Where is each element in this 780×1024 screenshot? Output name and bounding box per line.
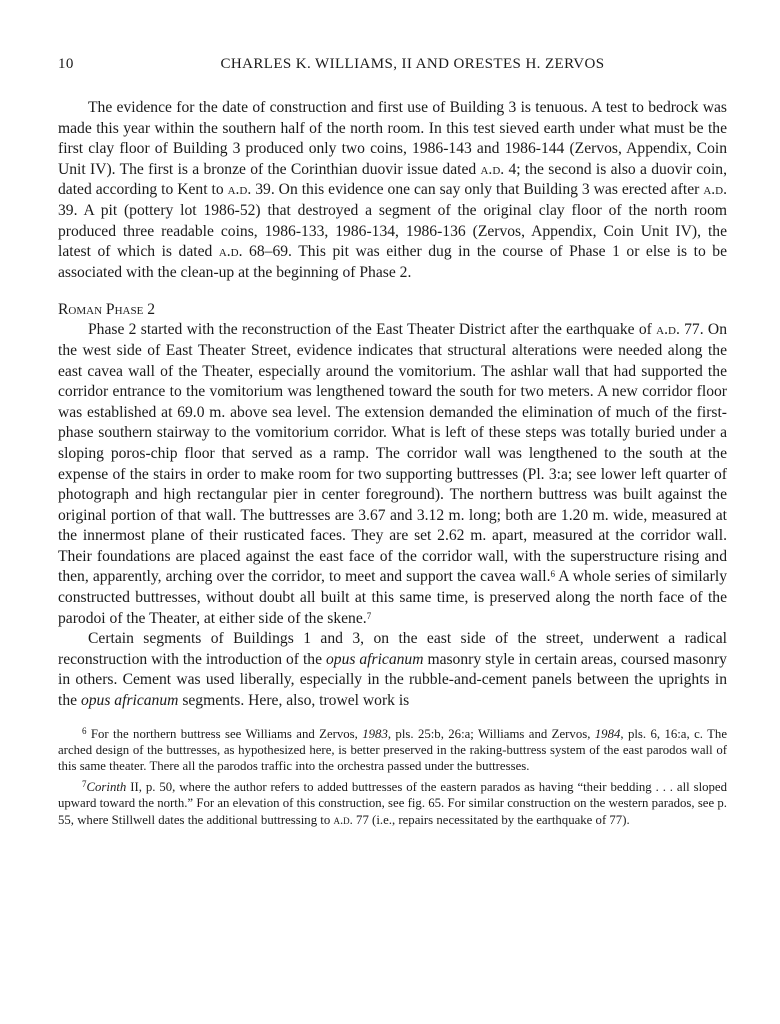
footnotes [58,726,727,828]
footnote-ref-7[interactable]: 7 [366,610,372,621]
page-number: 10 [58,56,74,72]
footnote-ref-6[interactable]: 6 [550,569,555,580]
running-title: CHARLES K. WILLIAMS, II AND ORESTES H. ZERVOS [220,56,605,72]
footnote-6: $^6$ For the northern buttress see Williams and Zervos, 1983, pls. 25:b, 26:a; Williams and Zervos, 1984, pls. 6, 16:a, c. The arched design of the buttresses, as hypothesized here, is better preserved in the raking-buttress system of the east parodos wall of this same theater. There all the parodos traffic into the orchestra passed under the buttresses. [58,725,727,774]
footnote-7: $^7$Corinth II, p. 50, where the author refers to added buttresses of the eastern parados as having “their bedding . . . all sloped upward toward the north.” For an elevation of this construction, see fig. 65. For similar construction on the western parados, see p. 55, where Stillwell dates the additional buttressing to a.d. 77 (i.e., repairs necessitated by the earthquake of 77). [58,778,727,827]
section-heading: Roman Phase 2 [58,301,156,319]
paragraph-phase-2: Phase 2 started with the reconstruction of the East Theater District after the earthquake of a.d. 77. On the west side of East Theater Street, evidence indicates that structural alterations were needed along the east cavea wall of the Theater, especially around the vomitorium. The ashlar wall that had supported the corridor entrance to the vomitorium was lengthened toward the south for two meters. A new corridor floor was established at 69.0 m. above sea level. The extension demanded the elimination of much of the first-phase southern stairway to the vomitorium corridor. What is left of these steps was totally buried under a sloping poros-chip floor that served as a ramp. The corridor wall was lengthened to the south at the expense of the stairs in order to make room for two supporting buttresses (Pl. 3:a; see lower left quarter of photograph and high rectangular pier in center foreground). The northern buttress was built against the original portion of that wall. The buttresses are 3.67 and 3.12 m. long; both are 1.20 m. wide, measured at the innermost plane of their rusticated faces. They are set 2.62 m. apart, measured at the corridor wall. Their foundations are placed against the east face of the corridor wall, with the superstructure rising and then, apparently, arching over the corridor, to meet and support the cavea wall.$^6$ A whole series of similarly constructed buttresses, without doubt all built at this same time, is preserved along the north face of the parodoi of the Theater, at either side of the skene.$^7$ [58,321,727,627]
paragraph-buildings-1-3: Certain segments of Buildings 1 and 3, on the east side of the street, underwent a radical reconstruction with the introduction of the opus africanum masonry style in certain areas, coursed masonry in others. Cement was used liberally, especially in the rubble-and-cement panels between the uprights in the opus africanum segments. Here, also, trowel work is [58,630,727,710]
main-text [58,98,727,712]
document-page [58,52,727,832]
paragraph-building-3-date: The evidence for the date of construction and first use of Building 3 is tenuous. A test to bedrock was made this year within the southern half of the north room. In this test sieved earth under what must be the first clay floor of Building 3 produced only two coins, 1986-143 and 1986-144 (Zervos, Appendix, Coin Unit IV). The first is a bronze of the Corinthian duovir issue dated a.d. 4; the second is also a duovir coin, dated according to Kent to a.d. 39. On this evidence one can say only that Building 3 was erected after a.d. 39. A pit (pottery lot 1986-52) that destroyed a segment of the original clay floor of the north room produced three readable coins, 1986-133, 1986-134, 1986-136 (Zervos, Appendix, Coin Unit IV), the latest of which is dated a.d. 68–69. This pit was either dug in the course of Phase 1 or else is to be associated with the clean-up at the beginning of Phase 2. [58,99,728,281]
running-header [58,52,727,78]
